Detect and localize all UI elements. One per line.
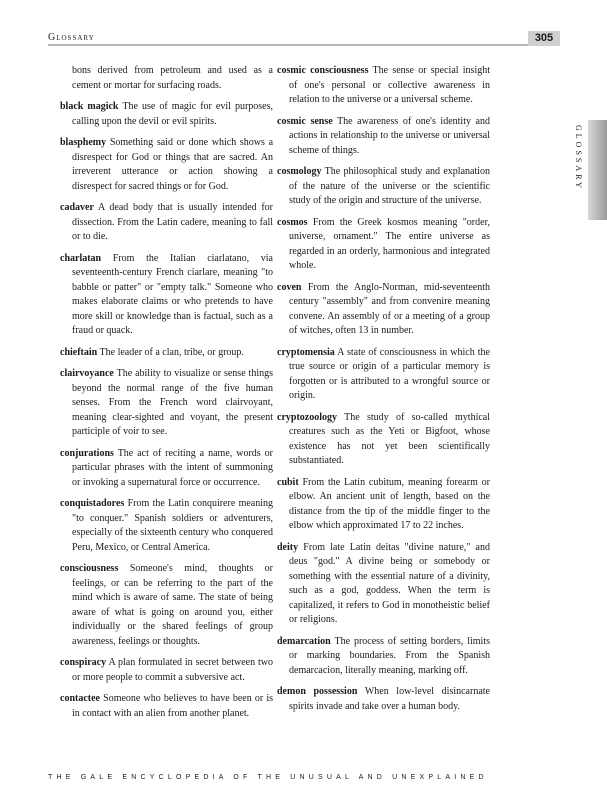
entry-term: cadaver — [60, 202, 94, 213]
glossary-entry — [277, 476, 490, 534]
entry-definition: The leader of a clan, tribe, or group. — [99, 346, 244, 358]
entry-term: conspiracy — [60, 657, 107, 668]
side-tab — [588, 120, 607, 220]
entry-term: cosmic consciousness — [277, 65, 369, 76]
left-column — [60, 64, 273, 728]
footer-title: THE GALE ENCYCLOPEDIA OF THE UNUSUAL AND UNEXPLAINED — [48, 774, 488, 781]
entry-definition: From late Latin deitas "divine nature," and deus "god." A divine being or somebody or something with the essential nature of a divinity, such as a god, goddess. When the term is capitalized, it refers to God in monotheistic belief or religions. — [289, 541, 490, 625]
glossary-entry — [60, 447, 273, 491]
entry-term: conquistadores — [60, 498, 125, 509]
entry-definition: From the Anglo-Norman, mid-seventeenth century "assembly" and from convenire meaning convene. An assembly of or a meeting of a group of witches, often 13 in number. — [289, 281, 491, 336]
entry-definition: Someone who believes to have been or is in contact with an alien from another planet. — [72, 693, 274, 719]
entry-definition: A dead body that is usually intended for dissection. From the Latin cadere, meaning to fall or to die. — [72, 202, 273, 242]
entry-definition: Something said or done which shows a disrespect for God or things that are sacred. An irreverent utterance or action showing a disrespect for sacred things or for God. — [72, 137, 274, 192]
glossary-entry — [277, 685, 490, 714]
entry-term: chieftain — [60, 346, 98, 358]
glossary-entry — [60, 201, 273, 245]
entry-definition: From the Italian ciarlatano, via seventeenth-century French ciarlare, meaning "to babble or patter" or "empty talk." Someone who makes elaborate claims or who pretends to have more skill or knowledge than is factual, such as a fraud or quack. — [72, 252, 273, 336]
page-number: 305 — [528, 31, 560, 46]
entry-term: consciousness — [60, 563, 119, 574]
entry-definition: The philosophical study and explanation of the nature of the universe or the scientific study of the origin and structure of the universe. — [289, 166, 491, 206]
entry-definition: The sense or special insight of one's personal or collective awareness in relation to the universe or a universal scheme. — [289, 65, 490, 105]
glossary-entry — [277, 411, 490, 469]
right-entries — [277, 64, 490, 714]
side-tab-label: GLOSSARY — [574, 125, 583, 191]
glossary-entry — [60, 367, 273, 440]
glossary-entry — [277, 635, 490, 679]
entry-term: clairvoyance — [60, 368, 114, 379]
entry-definition: A state of consciousness in which the true source or origin of a particular memory is forgotten or is attributed to a wrongful source or origin. — [289, 346, 490, 401]
glossary-entry — [60, 497, 273, 555]
entry-term: blasphemy — [60, 137, 107, 148]
glossary-entry — [277, 165, 490, 209]
running-header: Glossary — [48, 32, 95, 43]
entry-definition: The awareness of one's identity and actions in relationship to the universe or universal scheme of things. — [289, 115, 490, 156]
entry-definition: The process of setting borders, limits or marking boundaries. From the Spanish demarcacion, literally meaning, marking off. — [289, 635, 490, 676]
entry-definition: From the Latin conquirere meaning "to conquer." Spanish soldiers or adventurers, especially of the sixteenth century who conquered Peru, Mexico, or Central America. — [72, 498, 273, 553]
glossary-entry — [277, 115, 490, 159]
entry-term: contactee — [60, 693, 100, 704]
entry-term: cosmos — [277, 216, 308, 228]
entry-definition: From the Latin cubitum, meaning forearm or elbow. An ancient unit of length, based on the distance from the tip of the middle finger to the elbow which approximated 17 to 22 inches. — [289, 476, 490, 531]
entry-definition: Someone's mind, thoughts or feelings, or can be referring to the part of the mind which is aware of same. The state of being aware of what is going on around you, either individually or the shared feelings of group awareness, feelings or thoughts. — [72, 563, 274, 647]
glossary-entry — [277, 216, 490, 274]
entry-term: black magick — [60, 101, 119, 112]
header-rule — [48, 44, 558, 46]
entry-term: cosmic sense — [277, 115, 333, 127]
entry-definition: A plan formulated in secret between two or more people to commit a subversive act. — [72, 657, 273, 683]
entry-definition: When low-level disincarnate spirits invade and take over a human body. — [289, 686, 490, 712]
entry-definition: The use of magic for evil purposes, calling upon the devil or evil spirits. — [72, 101, 273, 127]
entry-term: cryptomensia — [277, 346, 335, 358]
glossary-entry — [60, 656, 273, 685]
entry-term: deity — [277, 541, 299, 553]
glossary-entry — [277, 541, 490, 628]
glossary-entry — [60, 562, 273, 649]
continuation-text: bons derived from petroleum and used as a cement or mortar for surfacing roads. — [72, 65, 273, 91]
entry-definition: The study of so-called mythical creatures such as the Yeti or Bigfoot, whose existence has not yet been scientifically substantiated. — [289, 411, 490, 466]
entry-term: demarcation — [277, 635, 331, 647]
glossary-entry — [60, 252, 273, 339]
entry-term: charlatan — [60, 252, 102, 264]
glossary-entry — [60, 100, 273, 129]
glossary-entry — [277, 346, 490, 404]
entry-term: conjurations — [60, 447, 114, 459]
entry-definition: The ability to visualize or sense things beyond the normal range of the five human senses. From the French word clairvoyant, meaning clear-sighted and voyant, the present participle of voir to see. — [72, 368, 274, 437]
glossary-entry — [60, 346, 273, 361]
right-column — [277, 64, 490, 721]
glossary-entry — [277, 64, 490, 108]
entry-term: cubit — [277, 476, 299, 488]
left-entries — [60, 100, 273, 721]
entry-term: coven — [277, 281, 302, 293]
glossary-entry — [60, 692, 273, 721]
entry-term: cosmology — [277, 166, 322, 177]
entry-definition: From the Greek kosmos meaning "order, universe, ornament." The entire universe as regarded in an orderly, harmonious and integrated whole. — [289, 216, 491, 271]
glossary-entry — [277, 281, 490, 339]
entry-term: demon possession — [277, 686, 358, 697]
entry-definition: The act of reciting a name, words or particular phrases with the intent of summoning or invoking a supernatural force or occurrence. — [72, 447, 273, 488]
entry-term: cryptozoology — [277, 411, 337, 423]
glossary-entry — [60, 136, 273, 194]
